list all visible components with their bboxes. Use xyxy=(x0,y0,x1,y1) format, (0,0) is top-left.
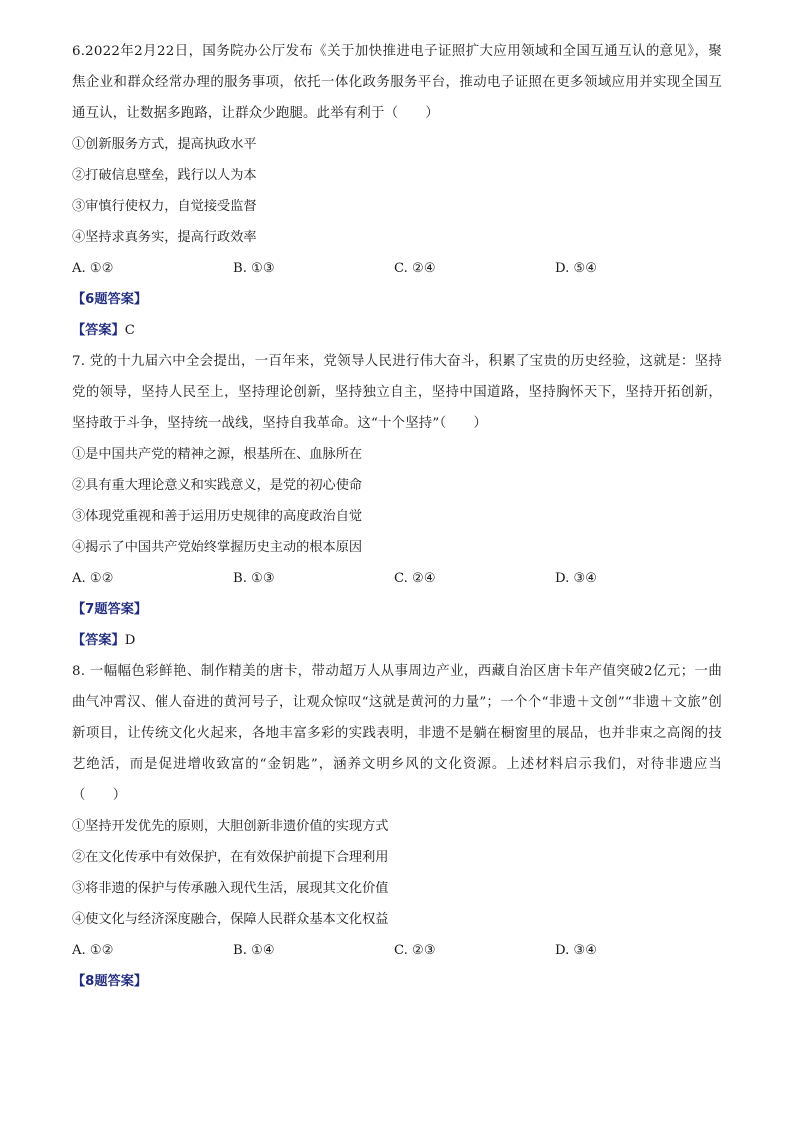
statement-option: ③审慎行使权力，自觉接受监督 xyxy=(72,199,257,214)
question-stem: 7. 党的十九届六中全会提出，一百年来，党领导人民进行伟大奋斗，积累了宝贵的历史经验，这就是：坚持党的领导，坚持人民至上，坚持理论创新，坚持独立自主，坚持中国道路，坚持胸怀天下，坚持开拓创新，坚持敢于斗争，坚持统一战线，坚持自我革命。这“十个坚持”（ ） xyxy=(72,354,722,431)
answer-choices xyxy=(72,935,722,966)
choice-a: A. ①② xyxy=(72,943,114,958)
answer-section-heading: 【7题答案】 xyxy=(72,602,148,617)
answer-line xyxy=(72,315,722,346)
answer-line xyxy=(72,625,722,656)
choice-b: B. ①③ xyxy=(233,261,275,276)
statement-option: ①是中国共产党的精神之源，根基所在、血脉所在 xyxy=(72,447,363,462)
answer-value: D xyxy=(124,633,136,648)
answer-value: C xyxy=(124,323,135,338)
choice-b: B. ①④ xyxy=(233,943,275,958)
statement-option: ③体现党重视和善于运用历史规律的高度政治自觉 xyxy=(72,509,363,524)
choice-a: A. ①② xyxy=(72,571,114,586)
answer-section-heading: 【8题答案】 xyxy=(72,974,148,989)
choice-c: C. ②④ xyxy=(394,571,436,586)
statement-option: ④揭示了中国共产党始终掌握历史主动的根本原因 xyxy=(72,540,363,555)
question-6 xyxy=(72,36,722,346)
statement-option: ③将非遗的保护与传承融入现代生活，展现其文化价值 xyxy=(72,881,389,896)
question-8 xyxy=(72,656,722,997)
choice-c: C. ②④ xyxy=(394,261,436,276)
statement-option: ④坚持求真务实，提高行政效率 xyxy=(72,230,257,245)
statement-option: ②打破信息壁垒，践行以人为本 xyxy=(72,168,257,183)
choice-a: A. ①② xyxy=(72,261,114,276)
statement-option: ②具有重大理论意义和实践意义，是党的初心使命 xyxy=(72,478,363,493)
statement-option: ①坚持开发优先的原则，大胆创新非遗价值的实现方式 xyxy=(72,819,389,834)
answer-choices xyxy=(72,563,722,594)
answer-section-heading: 【6题答案】 xyxy=(72,292,148,307)
statement-option: ①创新服务方式，提高执政水平 xyxy=(72,137,257,152)
question-stem: 6.2022年2月22日，国务院办公厅发布《关于加快推进电子证照扩大应用领域和全国互通互认的意见》，聚焦企业和群众经常办理的服务事项，依托一体化政务服务平台，推动电子证照在更多领域应用并实现全国互通互认，让数据多跑路，让群众少跑腿。此举有利于（ ） xyxy=(72,44,722,121)
answer-tag: 【答案】 xyxy=(72,633,125,648)
question-7 xyxy=(72,346,722,656)
choice-d: D. ③④ xyxy=(555,943,598,958)
answer-tag: 【答案】 xyxy=(72,323,125,338)
choice-d: D. ⑤④ xyxy=(555,261,598,276)
question-stem: 8. 一幅幅色彩鲜艳、制作精美的唐卡，带动超万人从事周边产业，西藏自治区唐卡年产值突破2亿元；一曲曲气冲霄汉、催人奋进的黄河号子，让观众惊叹“这就是黄河的力量”；一个个“非遗＋文创”“非遗＋文旅”创新项目，让传统文化火起来，各地丰富多彩的实践表明，非遗不是躺在橱窗里的展品，也并非束之高阁的技艺绝活，而是促进增收致富的“金钥匙”，涵养文明乡风的文化资源。上述材料启示我们，对待非遗应当（ ） xyxy=(72,664,722,803)
exam-page xyxy=(72,36,722,997)
choice-b: B. ①③ xyxy=(233,571,275,586)
statement-option: ④使文化与经济深度融合，保障人民群众基本文化权益 xyxy=(72,912,389,927)
choice-c: C. ②③ xyxy=(394,943,436,958)
answer-choices xyxy=(72,253,722,284)
statement-option: ②在文化传承中有效保护，在有效保护前提下合理利用 xyxy=(72,850,389,865)
choice-d: D. ③④ xyxy=(555,571,598,586)
